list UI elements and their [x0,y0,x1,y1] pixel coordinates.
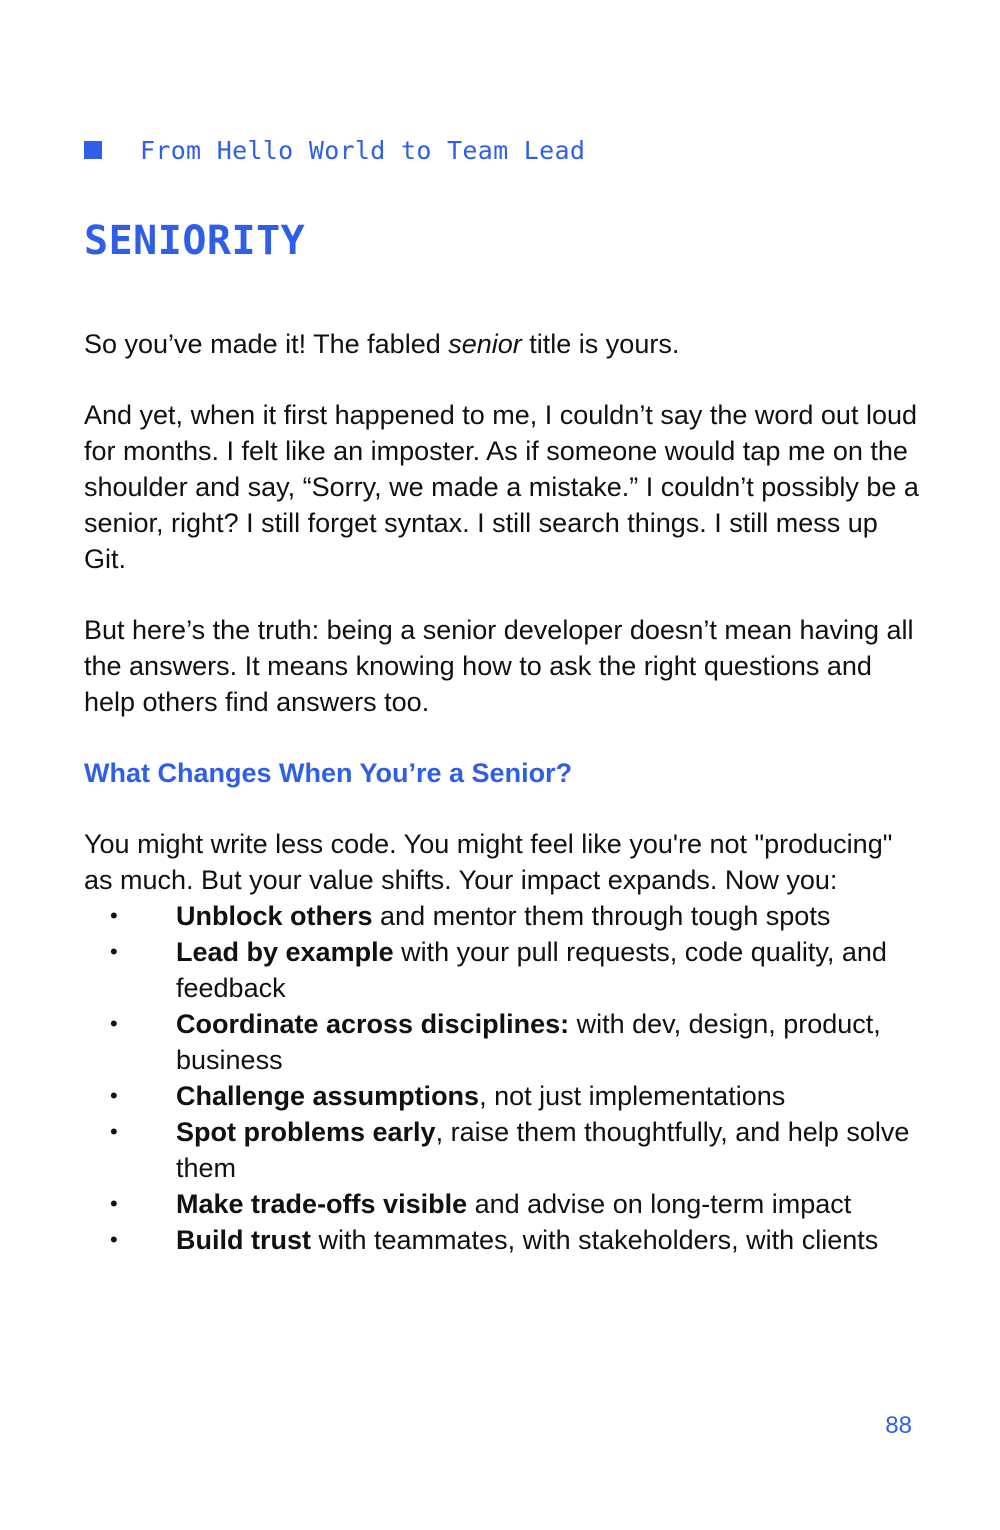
body-content [84,326,924,1258]
bullet-icon: • [110,1119,118,1144]
item-text: , raise them thoughtfully, and help solve them [176,1117,910,1183]
intro-paragraph [84,326,924,362]
bullet-icon: • [110,939,118,964]
intro-text-after: title is yours. [521,329,680,359]
running-title: From Hello World to Team Lead [140,135,586,165]
item-text: , not just implementations [479,1081,786,1111]
item-bold: Challenge assumptions [176,1081,480,1111]
list-item [84,1222,924,1258]
list-item [84,934,924,1006]
intro-emphasis: senior [448,329,522,359]
list-item [84,1186,924,1222]
item-bold: Build trust [176,1225,311,1255]
bullet-icon: • [110,1083,118,1108]
section-lead: You might write less code. You might feel like you're not "producing" as much. But your value shifts. Your impact expands. Now you: [84,829,893,895]
list-item [84,1006,924,1078]
list-item [84,1114,924,1186]
chapter-title: SENIORITY [84,218,306,264]
item-text: with dev, design, product, business [176,1009,881,1075]
intro-text-before: So you’ve made it! The fabled [84,329,449,359]
item-bold: Coordinate across disciplines: [176,1009,570,1039]
page-number: 88 [885,1412,912,1439]
item-text: and mentor them through tough spots [372,901,831,931]
item-bold: Spot problems early [176,1117,436,1147]
bullet-icon: • [110,1011,118,1036]
header-square-icon [84,141,102,159]
item-text: with teammates, with stakeholders, with clients [311,1225,879,1255]
item-text: and advise on long-term impact [467,1189,852,1219]
paragraph-truth: But here’s the truth: being a senior developer doesn’t mean having all the answers. It means knowing how to ask the right questions and help others find answers too. [84,615,914,717]
item-bold: Lead by example [176,937,394,967]
paragraph-imposter: And yet, when it first happened to me, I couldn’t say the word out loud for months. I felt like an imposter. As if someone would tap me on the shoulder and say, “Sorry, we made a mistake.” I couldn’t possibly be a senior, right? I still forget syntax. I still search things. I still mess up Git. [84,400,919,574]
list-item [84,898,924,934]
list-item [84,1078,924,1114]
bullet-icon: • [110,1191,118,1216]
senior-responsibilities-list [84,898,924,1258]
item-bold: Make trade-offs visible [176,1189,468,1219]
item-bold: Unblock others [176,901,373,931]
section-heading: What Changes When You’re a Senior? [84,758,573,788]
bullet-icon: • [110,903,118,928]
item-text: with your pull requests, code quality, and feedback [176,937,887,1003]
running-header [84,133,585,167]
bullet-icon: • [110,1227,118,1252]
